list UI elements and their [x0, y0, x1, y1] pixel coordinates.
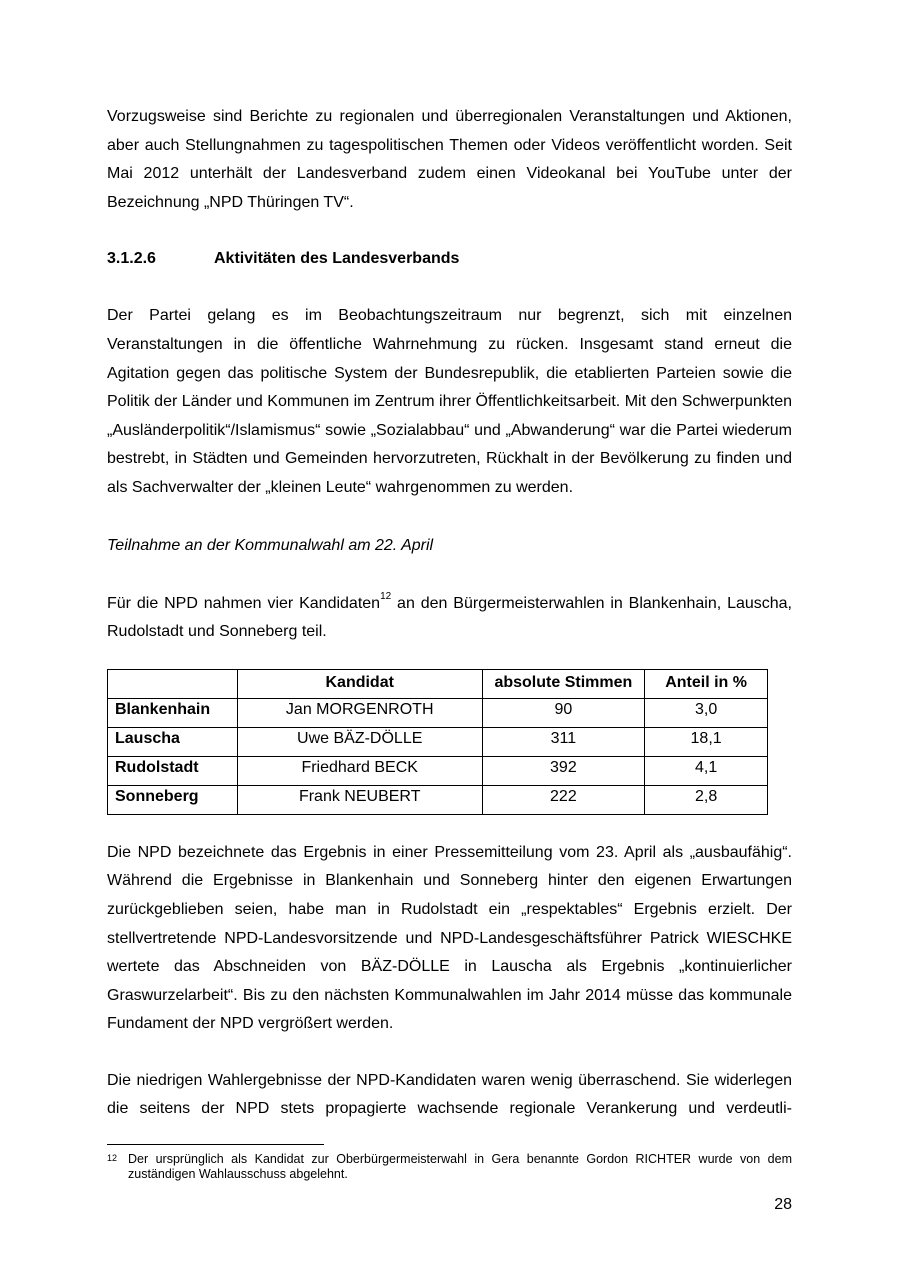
footnote-reference: 12 [380, 591, 392, 603]
section-title: Aktivitäten des Landesverbands [214, 250, 460, 268]
table-cell-candidate: Frank NEUBERT [237, 785, 482, 814]
footnote-divider [107, 1144, 324, 1145]
table-cell-votes: 392 [482, 756, 645, 785]
footnote-text: Der ursprünglich als Kandidat zur Oberbürgermeisterwahl in Gera benannte Gordon RICHTER wurde von dem zuständigen Wahlausschuss abgelehnt. [128, 1152, 792, 1181]
table-cell-votes: 90 [482, 698, 645, 727]
table-cell-share: 4,1 [645, 756, 768, 785]
table-header-cell [108, 669, 238, 698]
table-cell-votes: 222 [482, 785, 645, 814]
table-cell-candidate: Friedhard BECK [237, 756, 482, 785]
intro-paragraph: Vorzugsweise sind Berichte zu regionalen und überregionalen Veranstaltungen und Aktionen, aber auch Stellungnahmen zu tagespolitischen Themen oder Videos veröffentlicht worden. Seit Mai 2012 unterhält der Landesverband zudem einen Videokanal bei YouTube unter der Bezeichnung „NPD Thüringen TV“. [107, 108, 792, 211]
table-cell-candidate: Uwe BÄZ-DÖLLE [237, 727, 482, 756]
table-cell-city: Blankenhain [108, 698, 238, 727]
subheading-kommunalwahl: Teilnahme an der Kommunalwahl am 22. April [107, 536, 434, 554]
table-cell-share: 2,8 [645, 785, 768, 814]
table-cell-city: Lauscha [108, 727, 238, 756]
table-header-cell: Kandidat [237, 669, 482, 698]
page-number: 28 [774, 1196, 792, 1213]
table-cell-city: Sonneberg [108, 785, 238, 814]
table-cell-share: 3,0 [645, 698, 768, 727]
table-cell-candidate: Jan MORGENROTH [237, 698, 482, 727]
table-header-cell: Anteil in % [645, 669, 768, 698]
table-row [108, 727, 768, 756]
section-number: 3.1.2.6 [107, 250, 156, 268]
candidates-text-after: an den Bürgermeisterwahlen in Blankenhain, Lauscha, Rudolstadt und Sonneberg teil. [107, 594, 793, 641]
footnote [107, 1152, 792, 1182]
candidates-text-before: Für die NPD nahmen vier Kandidaten [107, 594, 381, 612]
table-header-row [108, 669, 768, 698]
table-cell-city: Rudolstadt [108, 756, 238, 785]
footnote-number: 12 [107, 1153, 118, 1163]
table-header-cell: absolute Stimmen [482, 669, 645, 698]
page-body [107, 103, 792, 1124]
table-cell-votes: 311 [482, 727, 645, 756]
result-paragraph: Die NPD bezeichnete das Ergebnis in einer Pressemitteilung vom 23. April als „ausbaufähig“. Während die Ergebnisse in Blankenhain und Sonneberg hinter den eigenen Erwartungen zurückgeblieben seien, habe man in Rudolstadt ein „respektables“ Ergebnis erzielt. Der stellvertretende NPD-Landesvorsitzende und NPD-Landesgeschäftsführer Patrick WIESCHKE wertete das Abschneiden von BÄZ-DÖLLE in Lauscha als Ergebnis „kontinuierlicher Graswurzelarbeit“. Bis zu den nächsten Kommunalwahlen im Jahr 2014 müsse das kommunale Fundament der NPD vergrößert werden. [107, 843, 792, 1033]
candidates-paragraph [107, 590, 792, 647]
low-results-paragraph: Die niedrigen Wahlergebnisse der NPD-Kandidaten waren wenig überraschend. Sie widerlegen die seitens der NPD stets propagierte wachsende regionale Verankerung und verdeutli- [107, 1071, 792, 1118]
activities-paragraph: Der Partei gelang es im Beobachtungszeitraum nur begrenzt, sich mit einzelnen Veranstaltungen in die öffentliche Wahrnehmung zu rücken. Insgesamt stand erneut die Agitation gegen das politische System der Bundesrepublik, die etablierten Parteien sowie die Politik der Länder und Kommunen im Zentrum ihrer Öffentlichkeitsarbeit. Mit den Schwerpunkten „Ausländerpolitik“/Islamismus“ sowie „Sozialabbau“ und „Abwanderung“ war die Partei wiederum bestrebt, in Städten und Gemeinden hervorzutreten, Rückhalt in der Bevölkerung zu finden und als Sachverwalter der „kleinen Leute“ wahrgenommen zu werden. [107, 307, 792, 496]
section-heading [107, 245, 792, 273]
results-table [107, 669, 768, 815]
table-row [108, 756, 768, 785]
table-row [108, 785, 768, 814]
table-row [108, 698, 768, 727]
table-cell-share: 18,1 [645, 727, 768, 756]
